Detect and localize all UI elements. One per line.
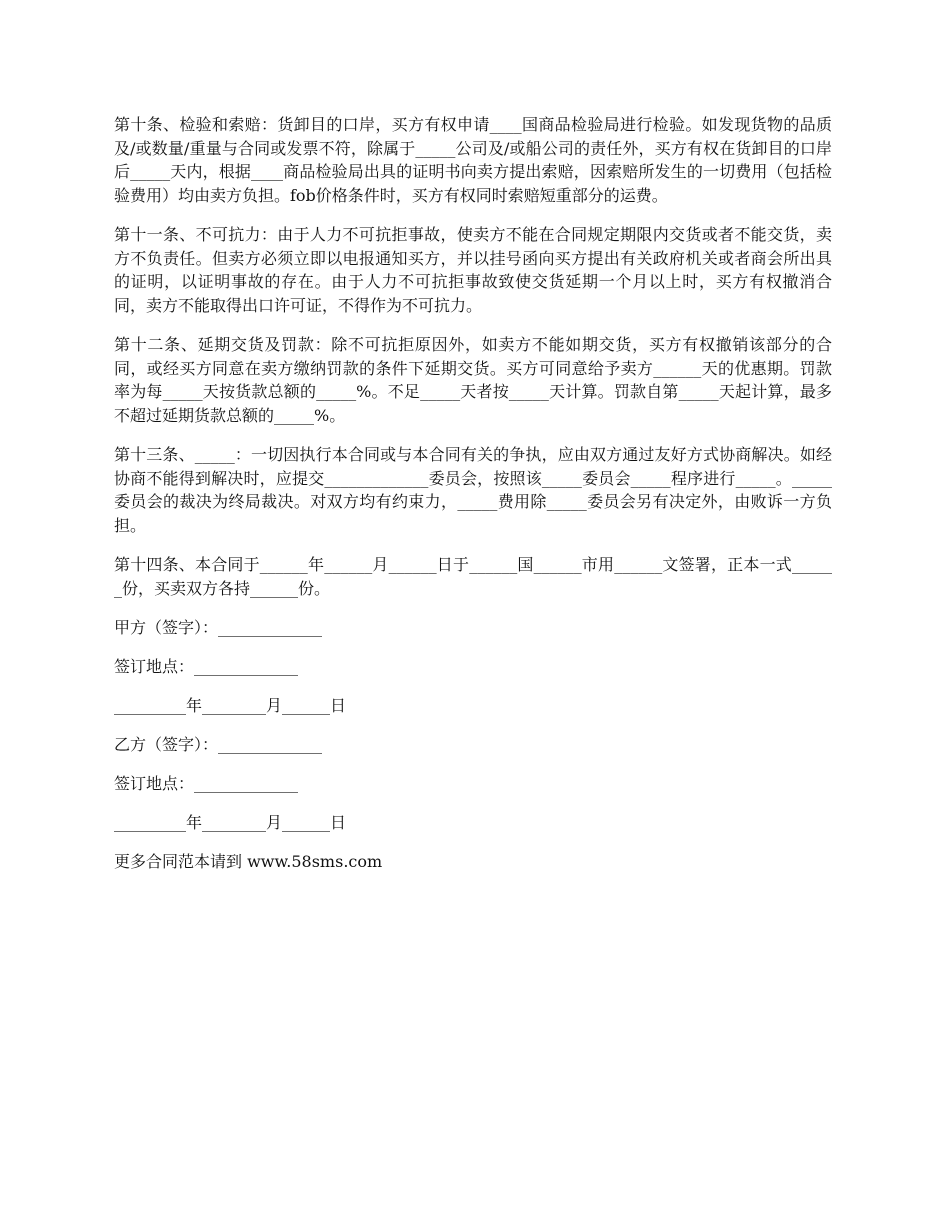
clause-13-arbitration: 第十三条、_____：一切因执行本合同或与本合同有关的争执，应由双方通过友好方式协商解决。如经协商不能得到解决时，应提交_____________委员会，按照该_____委员会_____程序进行_____。_____委员会的裁决为终局裁决。对双方均有约束力，_____费用除_____委员会另有决定外，由败诉一方负担。 <box>114 445 832 535</box>
footer-link-text: 更多合同范本请到 www.58sms.com <box>114 852 383 871</box>
party-a-place: 签订地点：_____________ <box>114 657 299 676</box>
document-page <box>114 113 832 873</box>
party-b-place: 签订地点：_____________ <box>114 774 299 793</box>
party-b-date: _________年________月______日 <box>114 813 347 832</box>
clause-14-signing: 第十四条、本合同于______年______月______日于______国______市用______文签署，正本一式______份，买卖双方各持______份。 <box>114 555 832 598</box>
signature-block <box>114 616 832 834</box>
clause-10-inspection: 第十条、检验和索赔：货卸目的口岸，买方有权申请____国商品检验局进行检验。如发现货物的品质及/或数量/重量与合同或发票不符，除属于_____公司及/或船公司的责任外，买方有权在货卸目的口岸后_____天内，根据____商品检验局出具的证明书向卖方提出索赔，因索赔所发生的一切费用（包括检验费用）均由卖方负担。fob价格条件时，买方有权同时索赔短重部分的运费。 <box>114 115 832 205</box>
clause-11-force-majeure: 第十一条、不可抗力：由于人力不可抗拒事故，使卖方不能在合同规定期限内交货或者不能交货，卖方不负责任。但卖方必须立即以电报通知买方，并以挂号函向买方提出有关政府机关或者商会所出具的证明，以证明事故的存在。由于人力不可抗拒事故致使交货延期一个月以上时，买方有权撤消合同，卖方不能取得出口许可证，不得作为不可抗力。 <box>114 225 832 315</box>
party-b-signature: 乙方（签字）：_____________ <box>114 735 323 754</box>
party-a-date: _________年________月______日 <box>114 696 347 715</box>
party-a-signature: 甲方（签字）：_____________ <box>114 618 323 637</box>
clause-12-late-delivery: 第十二条、延期交货及罚款：除不可抗拒原因外，如卖方不能如期交货，买方有权撤销该部分的合同，或经买方同意在卖方缴纳罚款的条件下延期交货。买方可同意给予卖方______天的优惠期。罚款率为每_____天按货款总额的_____%。不足_____天者按_____天计算。罚款自第_____天起计算，最多不超过延期货款总额的_____%。 <box>114 335 832 425</box>
